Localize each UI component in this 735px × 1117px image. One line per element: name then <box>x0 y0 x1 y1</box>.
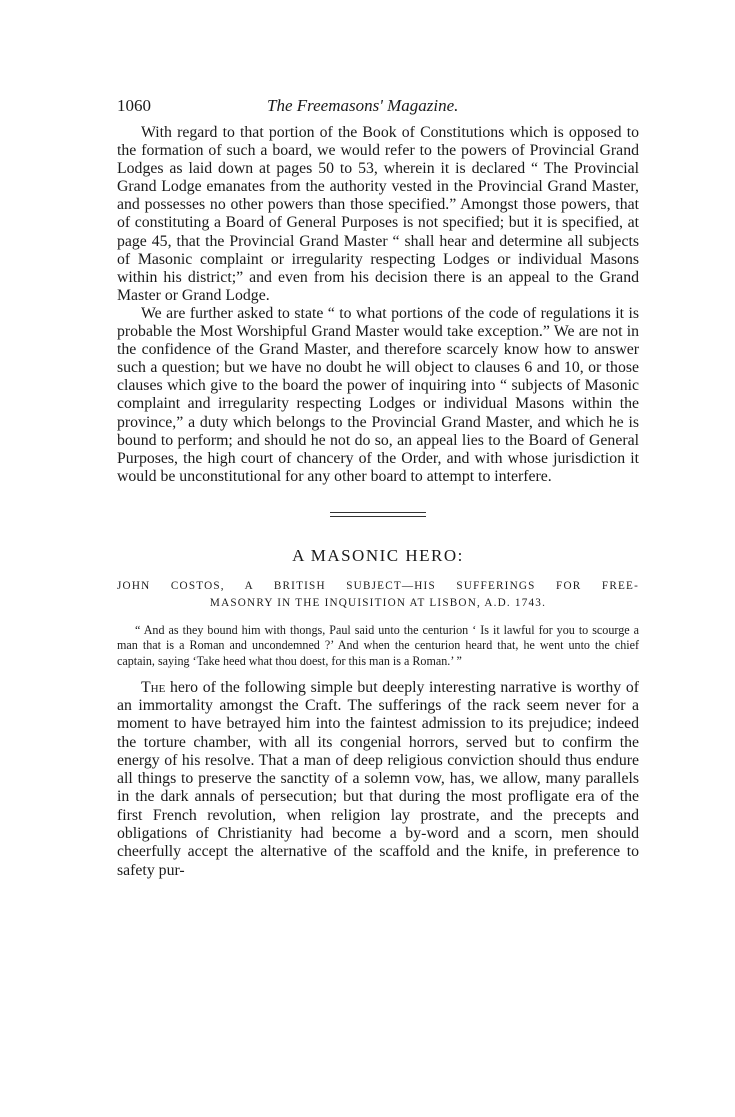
lead-word: The <box>141 678 166 696</box>
subtitle-line-2: MASONRY IN THE INQUISITION AT LISBON, A.D. 1743. <box>209 596 547 609</box>
narrative-paragraph <box>117 679 639 880</box>
running-head <box>117 96 639 124</box>
section-divider <box>330 512 426 517</box>
epigraph-quote: “ And as they bound him with thongs, Paul said unto the centurion ‘ Is it lawful for you to scourge a man that is a Roman and uncondemned ?’ And when the centurion heard that, he went unto the chief captain, saying ‘Take heed what thou doest, for this man is a Roman.’ ” <box>117 622 639 669</box>
page-number: 1060 <box>117 96 151 115</box>
article-body <box>117 679 639 880</box>
subtitle-line-1: JOHN COSTOS, A BRITISH SUBJECT—HIS SUFFERINGS FOR FREE- <box>117 579 639 592</box>
article-subtitle <box>117 578 639 612</box>
magazine-page <box>117 96 639 880</box>
paragraph-code-of-regulations: We are further asked to state “ to what portions of the code of regulations it is probable the Most Worshipful Grand Master would take exception.” We are not in the confidence of the Grand Master, and therefore scarcely know how to answer such a question; but we have no doubt he will object to clauses 6 and 10, or those clauses which give to the board the power of inquiring into “ subjects of Masonic complaint and irregularity respecting Lodges or individual Masons within the province,” a duty which belongs to the Provincial Grand Master, and which he is bound to perform; and should he not do so, an appeal lies to the Board of General Purposes, the high court of chancery of the Order, and with whose jurisdiction it would be unconstitutional for any other board to attempt to interfere. <box>117 304 639 485</box>
paragraph-book-of-constitutions: With regard to that portion of the Book of Constitutions which is opposed to the formation of such a board, we would refer to the powers of Provincial Grand Lodges as laid down at pages 50 to 53, wherein it is declared “ The Provincial Grand Lodge emanates from the authority vested in the Provincial Grand Master, and possesses no other powers than those specified.” Amongst those powers, that of constituting a Board of General Purposes is not specified; but it is specified, at page 45, that the Provincial Grand Master “ shall hear and determine all subjects of Masonic complaint or irregularity respecting Lodges or individual Masons within his district;” and even from his decision there is an appeal to the Grand Master or Grand Lodge. <box>117 124 639 304</box>
editorial-text <box>117 124 639 486</box>
journal-title: The Freemasons' Magazine. <box>267 96 459 115</box>
narrative-text: hero of the following simple but deeply interesting narrative is worthy of an immortality amongst the Craft. The sufferings of the rack seem never for a moment to have betrayed him into the faintest admission to its prejudice; indeed the torture chamber, with all its congenial horrors, served but to confirm the energy of his resolve. That a man of deep religious conviction should thus endure all things to preserve the sanctity of a solemn vow, has, we allow, many parallels in the dark annals of persecution; but that during the most profligate era of the first French revolution, when religion lay prostrate, and the precepts and obligations of Christianity had become a by-word and a scorn, men should cheerfully accept the alternative of the scaffold and the knife, in preference to safety pur- <box>117 678 639 879</box>
article-title: A MASONIC HERO: <box>292 545 464 565</box>
